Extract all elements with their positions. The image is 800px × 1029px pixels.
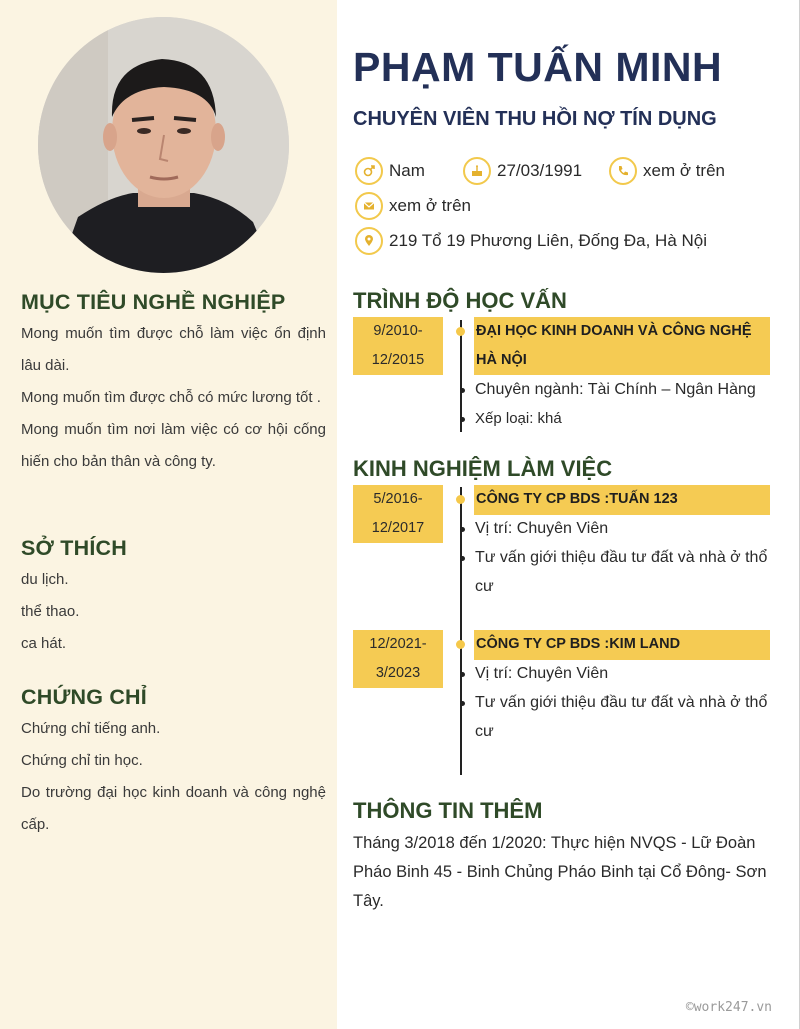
bullet-dot [460, 556, 465, 561]
job-position: Vị trí: Chuyên Viên [475, 520, 609, 537]
birthdate-value: 27/03/1991 [497, 161, 583, 180]
certificate-line: Do trường đại học kinh doanh và công nghệ cấp. [21, 784, 326, 833]
job-position: Vị trí: Chuyên Viên [475, 665, 609, 682]
date-from: 5/2016- [373, 491, 423, 507]
timeline-dot [456, 495, 465, 504]
certificates-section [21, 685, 326, 841]
company-name: CÔNG TY CP BDS :TUẤN 123 [474, 485, 770, 515]
gender-icon [355, 157, 383, 185]
education-major: Chuyên ngành: Tài Chính – Ngân Hàng [475, 381, 756, 398]
experience-heading: KINH NGHIỆM LÀM VIỆC [353, 456, 613, 481]
gender-value: Nam [389, 161, 425, 180]
email-info [355, 192, 471, 220]
extra-heading: THÔNG TIN THÊM [353, 798, 543, 823]
phone-info [609, 157, 725, 185]
objective-line: Mong muốn tìm được chỗ có mức lương tốt . [21, 389, 321, 406]
bullet-dot [460, 672, 465, 677]
objective-line: Mong muốn tìm được chỗ làm việc ổn định lâu dài. [21, 325, 326, 374]
education-heading: TRÌNH ĐỘ HỌC VẤN [353, 288, 567, 313]
phone-icon [609, 157, 637, 185]
objective-text [21, 318, 326, 478]
education-timeline [460, 320, 462, 432]
gender-info [355, 157, 425, 185]
date-from: 9/2010- [373, 323, 423, 339]
birthdate-info [463, 157, 582, 185]
watermark: ©work247.vn [685, 1000, 772, 1015]
avatar [38, 17, 289, 273]
bullet-dot [460, 701, 465, 706]
job-date [353, 630, 443, 688]
job-task: Tư vấn giới thiệu đầu tư đất và nhà ở thổ cư [475, 694, 768, 740]
job-task: Tư vấn giới thiệu đầu tư đất và nhà ở thổ cư [475, 549, 768, 595]
address-info [355, 227, 707, 255]
education-grade: Xếp loại: khá [475, 410, 562, 427]
job-title: CHUYÊN VIÊN THU HỒI NỢ TÍN DỤNG [353, 108, 717, 130]
mail-icon [355, 192, 383, 220]
hobby-item: du lịch. [21, 571, 69, 588]
certificates-heading: CHỨNG CHỈ [21, 685, 147, 709]
hobby-item: ca hát. [21, 635, 67, 652]
objective-line: Mong muốn tìm nơi làm việc có cơ hội cống hiến cho bản thân và công ty. [21, 421, 326, 470]
hobby-item: thể thao. [21, 603, 80, 620]
bullet-dot [460, 417, 465, 422]
date-from: 12/2021- [369, 636, 427, 652]
certificate-line: Chứng chỉ tiếng anh. [21, 720, 161, 737]
hobbies-heading: SỞ THÍCH [21, 536, 127, 560]
certificates-text [21, 713, 326, 841]
bullet-dot [460, 388, 465, 393]
school-name: ĐẠI HỌC KINH DOANH VÀ CÔNG NGHỆ HÀ NỘI [474, 317, 770, 375]
extra-text: Tháng 3/2018 đến 1/2020: Thực hiện NVQS - Lữ Đoàn Pháo Binh 45 - Binh Chủng Pháo Binh tại Cổ Đông- Sơn Tây. [353, 834, 767, 910]
job-date [353, 485, 443, 543]
objective-section [21, 290, 326, 478]
timeline-dot [456, 640, 465, 649]
address-value: 219 Tổ 19 Phương Liên, Đống Đa, Hà Nội [389, 231, 708, 250]
education-date [353, 317, 443, 375]
date-to: 3/2023 [375, 665, 421, 681]
email-value: xem ở trên [389, 196, 472, 215]
phone-value: xem ở trên [643, 161, 726, 180]
certificate-line: Chứng chỉ tin học. [21, 752, 143, 769]
objective-heading: MỤC TIÊU NGHỀ NGHIỆP [21, 290, 286, 314]
map-pin-icon [355, 227, 383, 255]
bullet-dot [460, 527, 465, 532]
date-to: 12/2017 [371, 520, 425, 536]
timeline-dot [456, 327, 465, 336]
hobbies-section [21, 536, 326, 660]
date-to: 12/2015 [371, 352, 425, 368]
candidate-name: PHẠM TUẤN MINH [353, 44, 723, 90]
company-name: CÔNG TY CP BDS :KIM LAND [474, 630, 770, 660]
cake-icon [463, 157, 491, 185]
hobbies-list [21, 564, 326, 660]
